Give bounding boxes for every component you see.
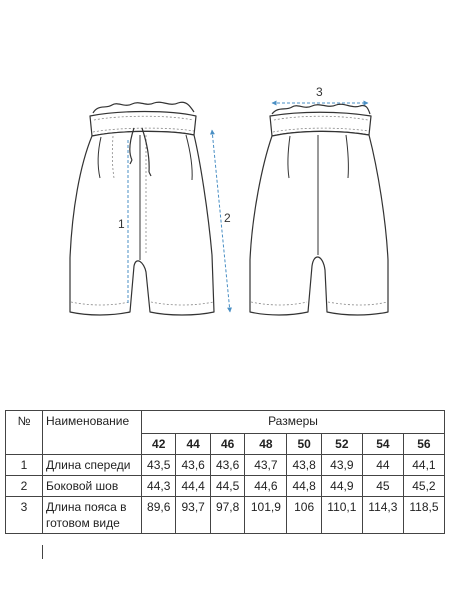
row-number: 1: [6, 455, 43, 476]
row-name: Длина пояса в готовом виде: [43, 497, 142, 534]
row-value: 44,8: [287, 476, 321, 497]
row-value: 44: [362, 455, 403, 476]
row-name: Боковой шов: [43, 476, 142, 497]
row-name: Длина спереди: [43, 455, 142, 476]
back-body: [250, 131, 388, 315]
size-table: [5, 410, 445, 534]
row-value: 89,6: [142, 497, 176, 534]
row-value: 44,1: [403, 455, 444, 476]
back-view: [250, 104, 388, 315]
row-value: 43,6: [176, 455, 210, 476]
dimension-label-2: 2: [224, 211, 231, 225]
cursor-mark: [42, 545, 43, 559]
row-value: 45: [362, 476, 403, 497]
row-value: 44,3: [142, 476, 176, 497]
row-number: 2: [6, 476, 43, 497]
size-header: 52: [321, 434, 362, 455]
row-value: 110,1: [321, 497, 362, 534]
row-value: 114,3: [362, 497, 403, 534]
size-header: 50: [287, 434, 321, 455]
row-value: 101,9: [245, 497, 287, 534]
front-body: [70, 131, 214, 315]
table-row: [6, 455, 445, 476]
dimension-label-3: 3: [316, 85, 323, 99]
table-row: [6, 476, 445, 497]
size-header: 48: [245, 434, 287, 455]
row-value: 44,9: [321, 476, 362, 497]
row-value: 43,5: [142, 455, 176, 476]
row-value: 93,7: [176, 497, 210, 534]
row-value: 44,6: [245, 476, 287, 497]
size-header: 56: [403, 434, 444, 455]
row-value: 106: [287, 497, 321, 534]
row-value: 44,5: [210, 476, 244, 497]
dimension-label-1: 1: [118, 217, 125, 231]
row-value: 43,6: [210, 455, 244, 476]
header-name: Наименование: [43, 411, 142, 455]
size-header: 54: [362, 434, 403, 455]
size-header: 44: [176, 434, 210, 455]
row-number: 3: [6, 497, 43, 534]
row-value: 44,4: [176, 476, 210, 497]
row-value: 45,2: [403, 476, 444, 497]
row-value: 118,5: [403, 497, 444, 534]
row-value: 43,9: [321, 455, 362, 476]
table-header-row: [6, 411, 445, 434]
row-value: 97,8: [210, 497, 244, 534]
header-number: №: [6, 411, 43, 455]
header-sizes-title: Размеры: [142, 411, 445, 434]
size-header: 46: [210, 434, 244, 455]
row-value: 43,8: [287, 455, 321, 476]
front-view: [70, 102, 214, 315]
size-header: 42: [142, 434, 176, 455]
table-row: [6, 497, 445, 534]
row-value: 43,7: [245, 455, 287, 476]
